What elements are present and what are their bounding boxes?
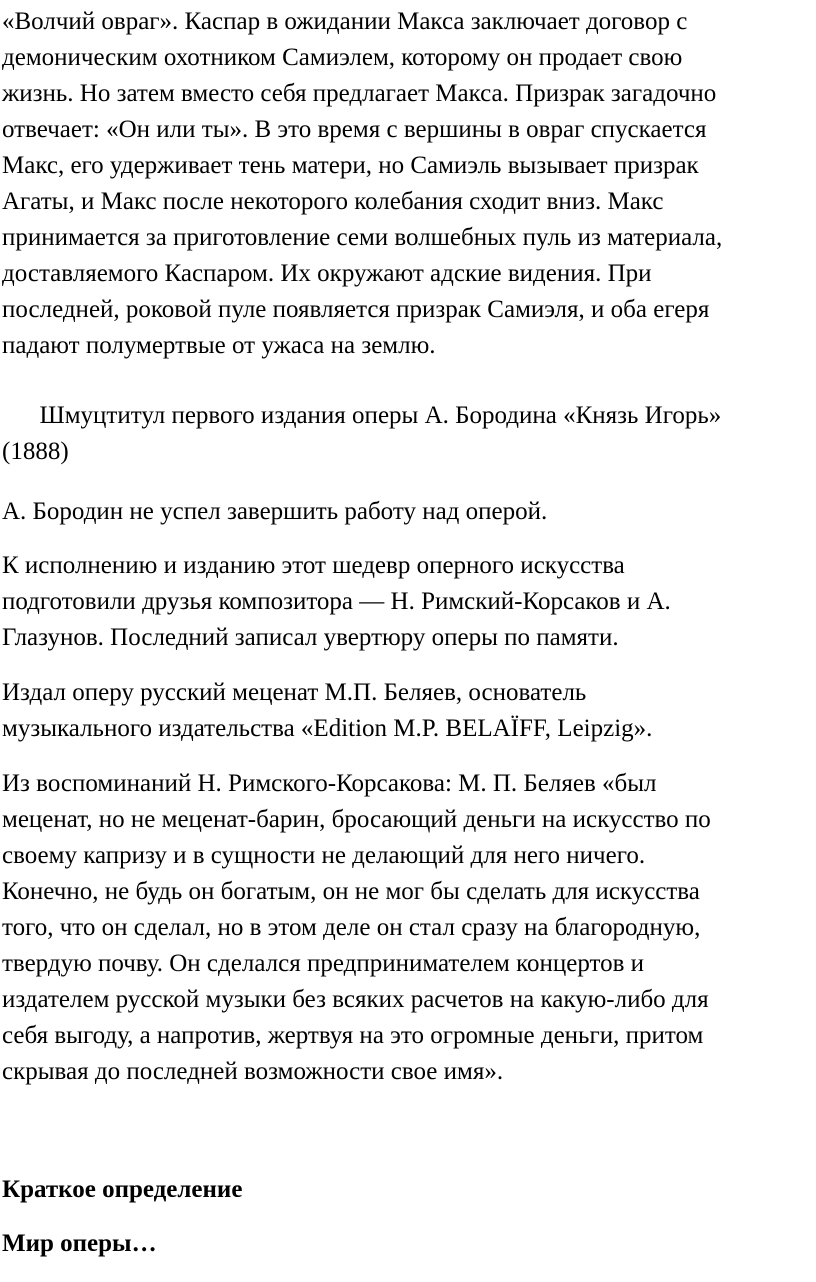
image-caption <box>2 398 810 470</box>
paragraph-borodin <box>2 494 810 530</box>
text-line: доставляемого Каспаром. Их окружают адские видения. При <box>2 260 652 287</box>
text-line: принимается за приготовление семи волшебных пуль из материала, <box>2 224 723 251</box>
text-line: отвечает: «Он или ты». В это время с вершины в овраг спускается <box>2 116 707 143</box>
text-line: себя выгоду, а напротив, жертвуя на это огромные деньги, притом <box>2 1022 704 1049</box>
text-line: меценат, но не меценат-барин, бросающий деньги на искусство по <box>2 806 711 833</box>
paragraph-publisher <box>2 675 810 747</box>
heading-opera-world <box>2 1226 810 1262</box>
text-line: падают полумертвые от ужаса на землю. <box>2 332 436 359</box>
text-line: К исполнению и изданию этот шедевр оперного искусства <box>2 552 625 579</box>
text-line: издателем русской музыки без всяких расчетов на какую-либо для <box>2 986 709 1013</box>
text-line: Шмуцтитул первого издания оперы А. Бородина «Князь Игорь» <box>2 402 722 429</box>
text-line: (1888) <box>2 438 69 465</box>
text-line: Из воспоминаний Н. Римского-Корсакова: М. П. Беляев «был <box>2 770 657 797</box>
text-line: Макс, его удерживает тень матери, но Самиэль вызывает призрак <box>2 152 699 179</box>
text-line: последней, роковой пуле появляется призрак Самиэля, и оба егеря <box>2 296 710 323</box>
text-line: своему капризу и в сущности не делающий для него ничего. <box>2 842 646 869</box>
text-line: того, что он сделал, но в этом деле он стал сразу на благородную, <box>2 914 701 941</box>
paragraph-plot <box>2 4 810 364</box>
text-line: подготовили друзья композитора — Н. Римский-Корсаков и А. <box>2 588 671 615</box>
text-line: музыкального издательства «Edition M.P. BELAÏFF, Leipzig». <box>2 715 653 742</box>
text-line: Глазунов. Последний записал увертюру оперы по памяти. <box>2 624 619 651</box>
text-line: А. Бородин не успел завершить работу над оперой. <box>2 498 548 525</box>
text-line: Конечно, не будь он богатым, он не мог бы сделать для искусства <box>2 878 700 905</box>
paragraph-preparation <box>2 548 810 656</box>
heading-text: Краткое определение <box>2 1176 243 1203</box>
text-line: жизнь. Но затем вместо себя предлагает Макса. Призрак загадочно <box>2 80 717 107</box>
text-line: «Волчий овраг». Каспар в ожидании Макса заключает договор с <box>2 8 688 35</box>
heading-short-definition <box>2 1172 810 1208</box>
text-line: демоническим охотником Самиэлем, которому он продает свою <box>2 44 683 71</box>
text-line: скрывая до последней возможности свое имя». <box>2 1058 504 1085</box>
text-line: Агаты, и Макс после некоторого колебания сходит вниз. Макс <box>2 188 664 215</box>
text-line: Издал оперу русский меценат М.П. Беляев, основатель <box>2 679 587 706</box>
text-line: твердую почву. Он сделался предпринимателем концертов и <box>2 950 645 977</box>
paragraph-memoirs <box>2 766 810 1090</box>
heading-text: Мир оперы… <box>2 1230 157 1257</box>
